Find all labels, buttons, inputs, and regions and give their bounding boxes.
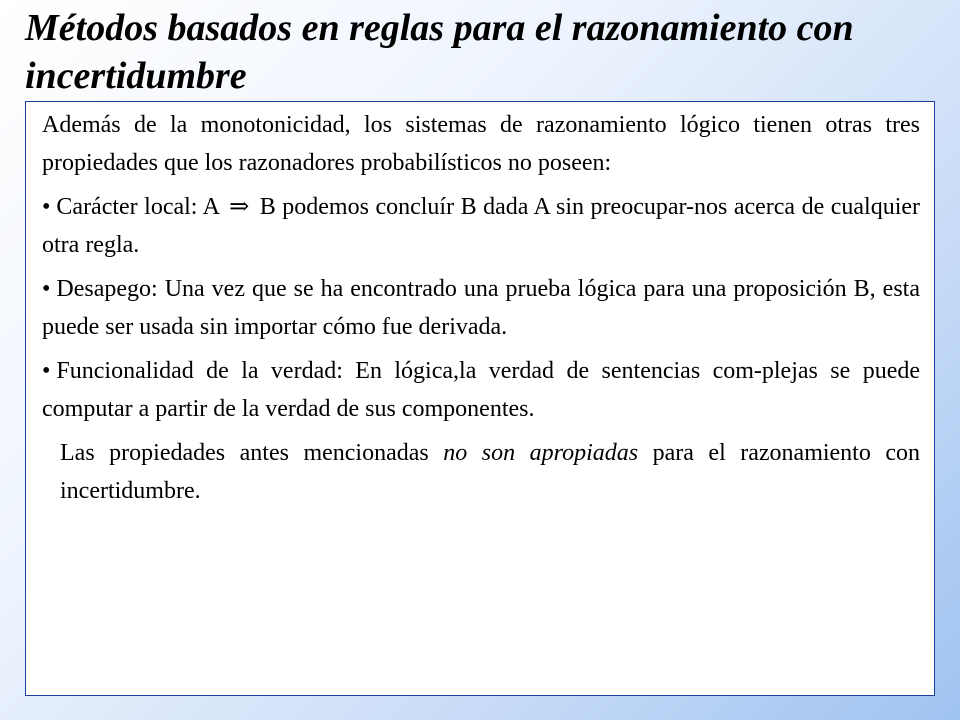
content-box	[25, 101, 935, 696]
bullet-icon: •	[42, 276, 51, 302]
implies-arrow-icon: ⇒	[229, 194, 250, 220]
bullet-truth-text: Funcionalidad de la verdad: En lógica,la verdad de sentencias com-plejas se puede computar a partir de la verdad de sus componentes.	[42, 358, 920, 422]
closing-paragraph	[42, 434, 920, 510]
closing-emphasis: no son apropiadas	[443, 440, 639, 466]
closing-before: Las propiedades antes mencionadas	[60, 440, 429, 466]
bullet-detachment	[42, 270, 920, 346]
bullet-local-lead: Carácter local: A	[56, 194, 219, 220]
bullet-icon: •	[42, 358, 51, 384]
bullet-truth-functionality	[42, 352, 920, 428]
closing-after: para el razonamiento con incertidumbre.	[60, 440, 921, 504]
bullet-local-character	[42, 188, 920, 264]
slide-title: Métodos basados en reglas para el razonamiento con incertidumbre	[25, 7, 854, 97]
bullet-icon: •	[42, 194, 51, 220]
bullet-detachment-text: Desapego: Una vez que se ha encontrado una prueba lógica para una proposición B, esta puede ser usada sin importar cómo fue derivada.	[42, 276, 920, 340]
bullet-local-rest: B podemos concluír B dada A sin preocupar-nos acerca de cualquier otra regla.	[42, 194, 921, 258]
intro-paragraph: Además de la monotonicidad, los sistemas de razonamiento lógico tienen otras tres propiedades que los razonadores probabilísticos no poseen:	[42, 112, 920, 176]
